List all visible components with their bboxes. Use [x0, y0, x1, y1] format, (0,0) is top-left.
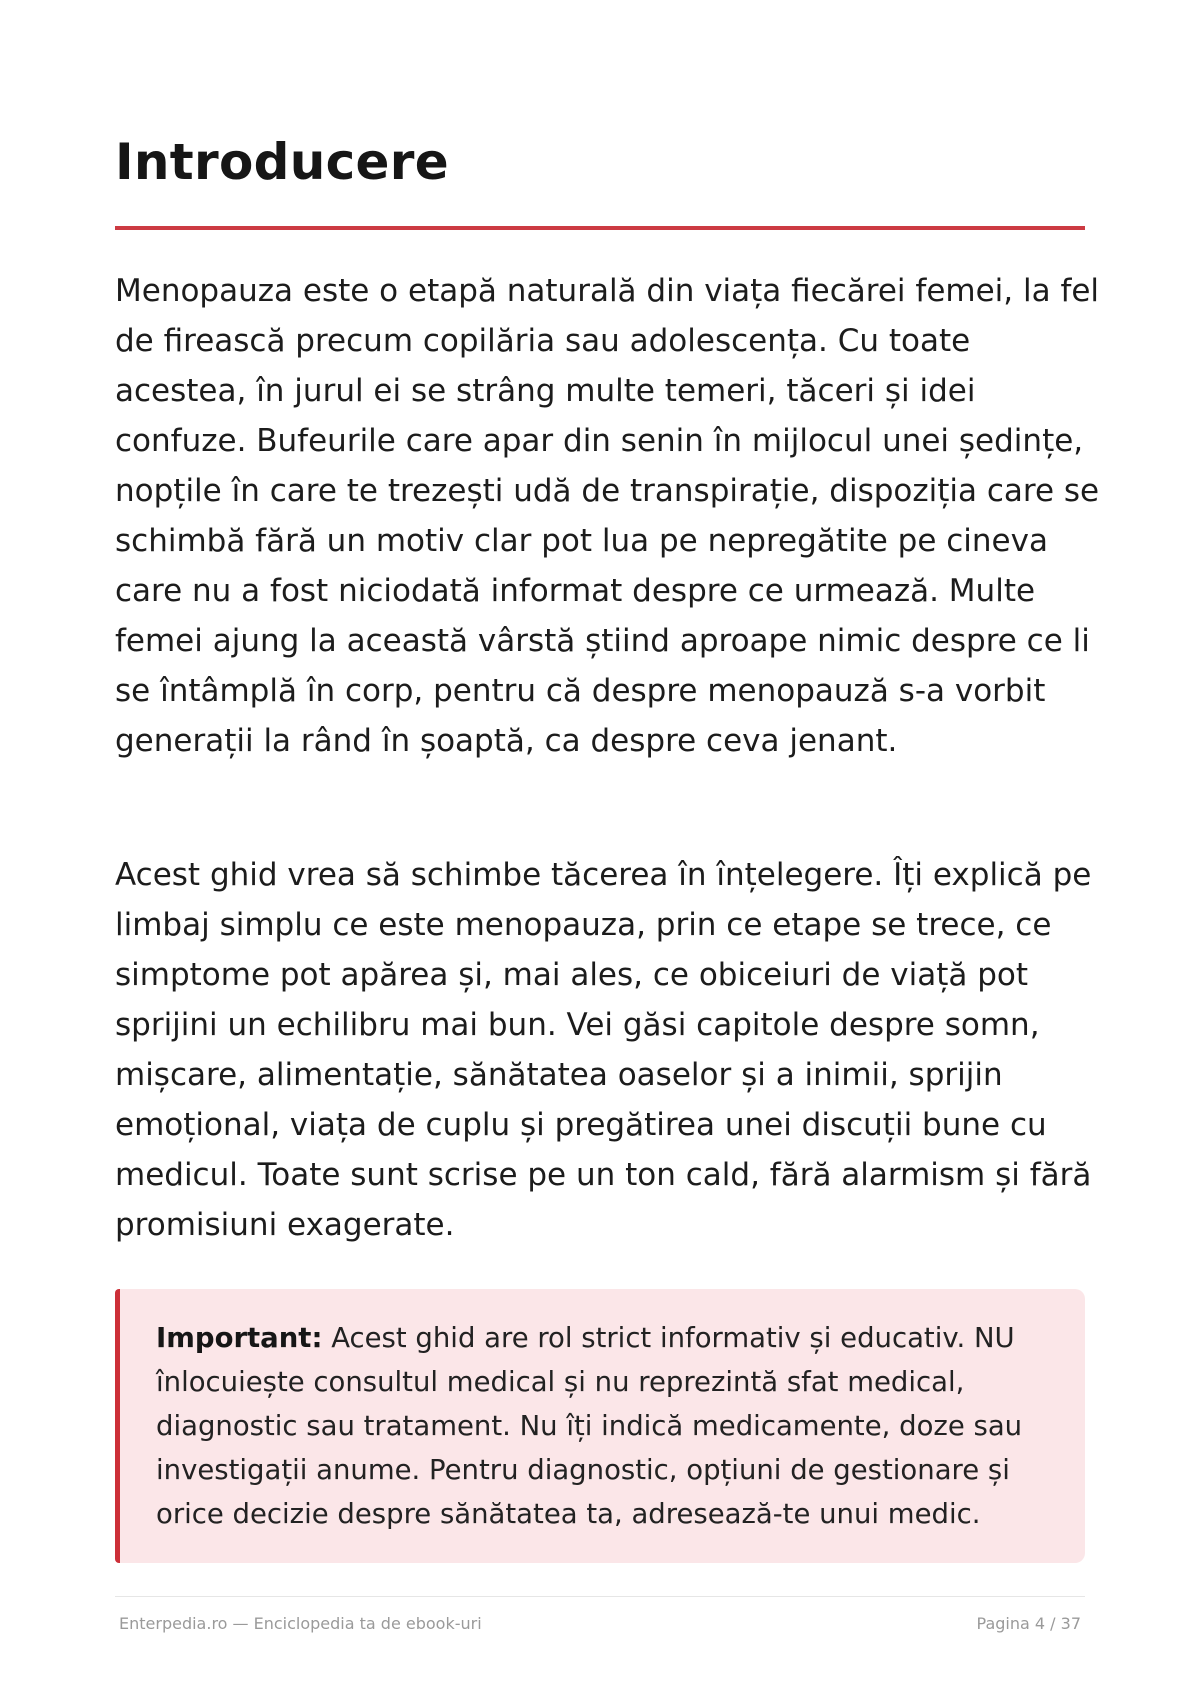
document-page	[115, 0, 1100, 1683]
important-notice-label: Important:	[156, 1322, 323, 1354]
page-title: Introducere	[115, 133, 449, 191]
intro-paragraph-1: Menopauza este o etapă naturală din viața fiecărei femei, la fel de firească precum copilăria sau adolescența. Cu toate acestea, în jurul ei se strâng multe temeri, tăceri și idei confuze. Bufeurile care apar din senin în mijlocul unei ședințe, nopțile în care te trezești udă de transpirație, dispoziția care se schimbă fără un motiv clar pot lua pe nepregătite pe cineva care nu a fost niciodată informat despre ce urmează. Multe femei ajung la această vârstă știind aproape nimic despre ce li se întâmplă în corp, pentru că despre menopauză s-a vorbit generații la rând în șoaptă, ca despre ceva jenant.	[115, 273, 1100, 759]
title-divider	[115, 226, 1085, 230]
important-notice-body: Acest ghid are rol strict informativ și educativ. NU înlocuiește consultul medical și nu reprezintă sfat medical, diagnostic sau tratament. Nu îți indică medicamente, doze sau investigații anume. Pentru diagnostic, opțiuni de gestionare și orice decizie despre sănătatea ta, adresează-te unui medic.	[156, 1322, 1023, 1530]
important-notice-text	[156, 1316, 1076, 1536]
footer-site-name: Enterpedia.ro — Enciclopedia ta de ebook-uri	[119, 1614, 482, 1633]
footer-divider	[115, 1596, 1085, 1597]
footer-page-number: Pagina 4 / 37	[976, 1614, 1081, 1633]
important-notice-box	[115, 1289, 1085, 1563]
intro-paragraph-2: Acest ghid vrea să schimbe tăcerea în înțelegere. Îți explică pe limbaj simplu ce este menopauza, prin ce etape se trece, ce simptome pot apărea și, mai ales, ce obiceiuri de viață pot sprijini un echilibru mai bun. Vei găsi capitole despre somn, mișcare, alimentație, sănătatea oaselor și a inimii, sprijin emoțional, viața de cuplu și pregătirea unei discuții bune cu medicul. Toate sunt scrise pe un ton cald, fără alarmism și fără promisiuni exagerate.	[115, 857, 1092, 1243]
